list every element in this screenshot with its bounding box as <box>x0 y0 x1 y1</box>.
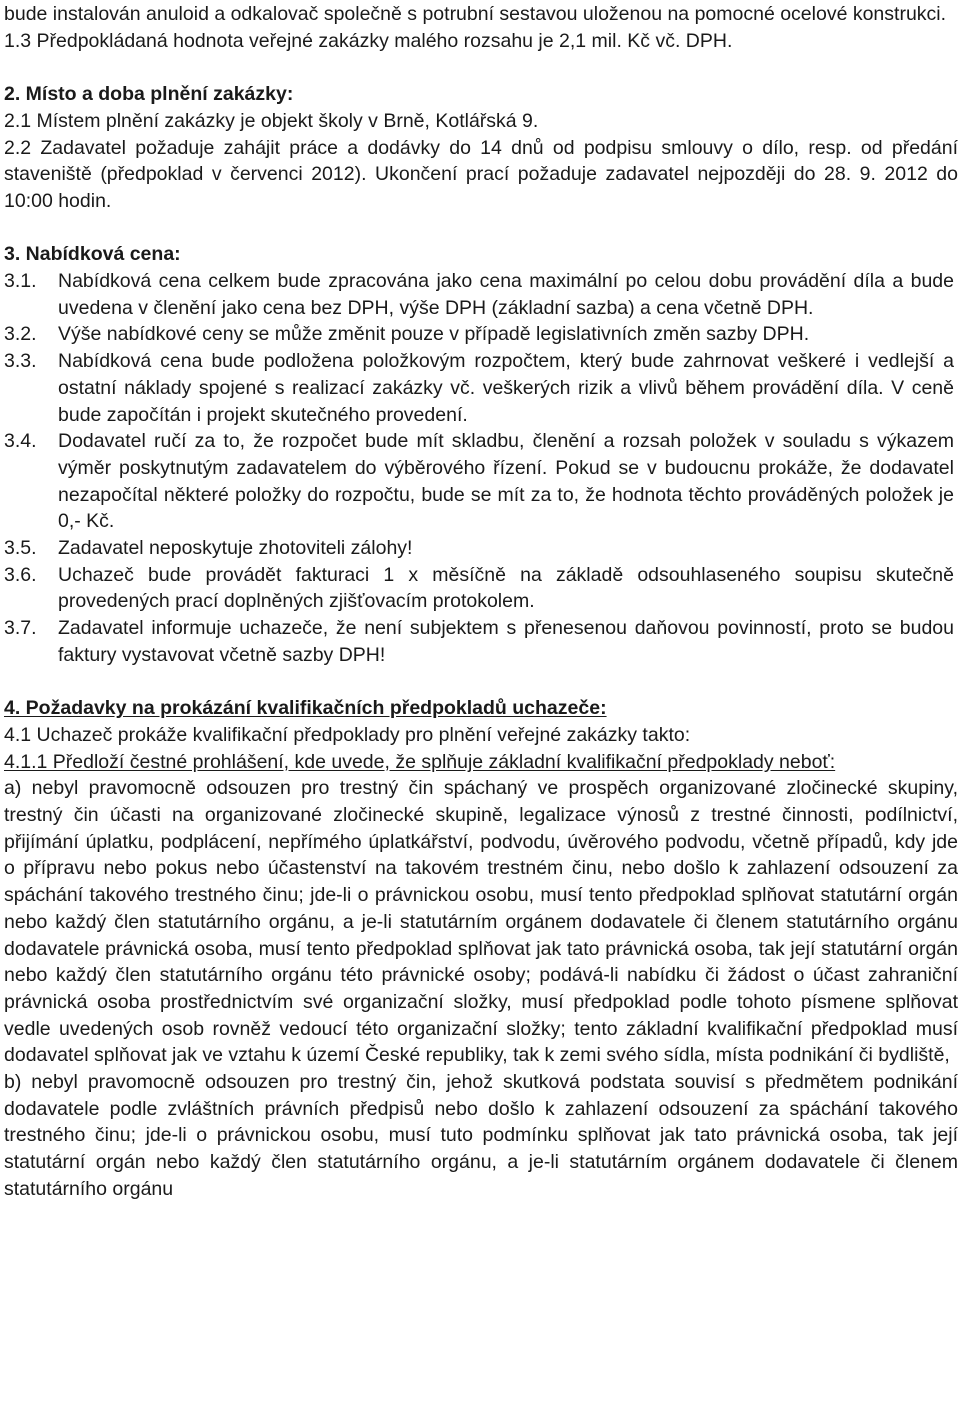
requirement-a: a) nebyl pravomocně odsouzen pro trestný čin spáchaný ve prospěch organizované zločinecké skupiny, trestný čin účasti na organizované zločinecké skupině, legalizace výnosů z trestné činnosti, podílnictví, přijímání úplatku, podplácení, nepřímého úplatkářství, podvodu, úvěrového podvodu, včetně případů, kdy jde o přípravu nebo pokus nebo účastenství na takovém trestném činu, nebo došlo k zahlazení odsouzení za spáchání takového trestného činu; jde-li o právnickou osobu, musí tento předpoklad splňovat statutární orgán nebo každý člen statutárního orgánu, a je-li statutárním orgánem dodavatele či členem statutárního orgánu dodavatele právnická osoba, musí tento předpoklad splňovat jak tato právnická osoba, tak její statutární orgán nebo každý člen statutárního orgánu této právnické osoby; podává-li nabídku či žádost o účast zahraniční právnická osoba prostřednictvím své organizační složky, musí předpoklad podle tohoto písmene splňovat vedle uvedených osob rovněž vedoucí této organizační složky; tento základní kvalifikační předpoklad musí dodavatel splňovat jak ve vztahu k území České republiky, tak k zemi svého sídla, místa podnikání či bydliště, <box>4 777 958 1067</box>
item-number: 3.1. <box>4 270 37 292</box>
price-item <box>4 535 960 562</box>
intro-paragraph: bude instalován anuloid a odkalovač společně s potrubní sestavou uloženou na pomocné ocelové konstrukci. <box>4 3 947 25</box>
spacer <box>4 215 960 242</box>
section-3-heading: 3. Nabídková cena: <box>4 243 181 266</box>
item-text: Dodavatel ručí za to, že rozpočet bude mít skladbu, členění a rozsah položek v souladu s výkazem výměr poskytnutým zadavatelem do výběrového řízení. Pokud se v budoucnu prokáže, že dodavatel nezapočítal některé položky do rozpočtu, bude se mít za to, že hodnota těchto prováděných položek je 0,- Kč. <box>58 430 954 533</box>
item-number: 3.4. <box>4 430 37 453</box>
item-text: Nabídková cena celkem bude zpracována jako cena maximální po celou dobu provádění díla a bude uvedena v členění jako cena bez DPH, výše DPH (základní sazba) a cena včetně DPH. <box>58 270 954 319</box>
item-text: Zadavatel neposkytuje zhotoviteli zálohy! <box>58 537 413 560</box>
price-item <box>4 348 960 428</box>
declaration-paragraph: 4.1.1 Předloží čestné prohlášení, kde uvede, že splňuje základní kvalifikační předpoklady neboť: <box>4 750 836 773</box>
item-number: 3.6. <box>4 563 37 586</box>
price-item <box>4 321 960 348</box>
item-number: 3.7. <box>4 617 37 640</box>
section-4-heading: 4. Požadavky na prokázání kvalifikačních předpokladů uchazeče: <box>4 697 607 720</box>
place-paragraph: 2.1 Místem plnění zakázky je objekt školy v Brně, Kotlářská 9. <box>4 109 539 132</box>
estimated-value-paragraph: 1.3 Předpokládaná hodnota veřejné zakázky malého rozsahu je 2,1 mil. Kč vč. DPH. <box>4 29 733 52</box>
qualification-intro: 4.1 Uchazeč prokáže kvalifikační předpoklady pro plnění veřejné zakázky takto: <box>4 723 691 746</box>
price-item <box>4 562 960 615</box>
price-item <box>4 268 960 321</box>
item-number: 3.3. <box>4 350 37 373</box>
item-text: Výše nabídkové ceny se může změnit pouze v případě legislativních změn sazby DPH. <box>58 323 810 346</box>
item-text: Nabídková cena bude podložena položkovým rozpočtem, který bude zahrnovat veškeré i vedlejší a ostatní náklady spojené s realizací zakázky vč. veškerých rizik a vlivů během provádění díla. V ceně bude započítán i projekt skutečného provedení. <box>58 350 954 426</box>
item-number: 3.2. <box>4 323 37 346</box>
spacer <box>4 669 960 696</box>
price-item <box>4 615 960 668</box>
item-number: 3.5. <box>4 537 37 560</box>
spacer <box>4 54 960 81</box>
price-item <box>4 428 960 535</box>
item-text: Uchazeč bude provádět fakturaci 1 x měsíčně na základě odsouhlaseného soupisu skutečně provedených prací doplněných zjišťovacím protokolem. <box>58 563 954 613</box>
item-text: Zadavatel informuje uchazeče, že není subjektem s přenesenou daňovou povinností, proto se budou faktury vystavovat včetně sazby DPH! <box>58 617 954 666</box>
section-2-heading: 2. Místo a doba plnění zakázky: <box>4 83 294 106</box>
time-paragraph: 2.2 Zadavatel požaduje zahájit práce a dodávky do 14 dnů od podpisu smlouvy o dílo, resp. od předání staveniště (předpoklad v červenci 2012). Ukončení prací požaduje zadavatel nejpozději do 28. 9. 2012 do 10:00 hodin. <box>4 136 958 212</box>
requirement-b: b) nebyl pravomocně odsouzen pro trestný čin, jehož skutková podstata souvisí s předmětem podnikání dodavatele podle zvláštních právních předpisů nebo došlo k zahlazení odsouzení za spáchání takového trestného činu; jde-li o právnickou osobu, musí tuto podmínku splňovat jak tato právnická osoba, tak její statutární orgán nebo každý člen statutárního orgánu, a je-li statutárním orgánem dodavatele či členem statutárního orgánu <box>4 1071 958 1200</box>
